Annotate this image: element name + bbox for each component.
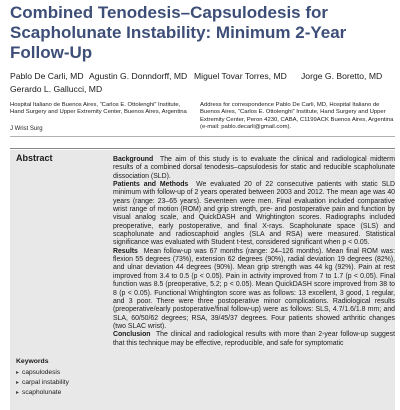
keywords-heading: Keywords xyxy=(16,358,49,365)
correspondence-address: Address for correspondence Pablo De Carli, MD, Hospital Italiano de Buenos Aires, “Carlos E. Ottolenghi” Institute, Hand Surgery and Upper Extremity Center, Peron 4230, CABA, C1199ACK Buenos Aires, Argentina (e-mail: pablo.decarli@gmail.com). xyxy=(200,102,394,131)
author-name: Miguel Tovar Torres, MD xyxy=(194,71,287,81)
author-name: Gerardo L. Gallucci, MD xyxy=(10,84,103,94)
article-title: Combined Tenodesis–Capsulodesis for Scapholunate Instability: Minimum 2-Year Follow-Up xyxy=(10,3,347,62)
results-text: Mean follow-up was 67 months (range: 24–126 months). Mean final ROM was: flexion 55 degrees (73%), extension 62 degrees (90%), radial deviation 19 degrees (82%), and ulnar deviation 44 degrees (90%). Mean grip strength was 44 kg (92%). Pain at rest improved from 3.4 to 0.5 (p < 0.05). Pain in activity improved from 7 to 1.7 (p < 0.05). Final function was 8.5 (preoperative, 5.2; p < 0.05). Mean QuickDASH score improved from 38 to 8 (p < 0.05). Functional Wrightington score was as follows: 13 excellent, 3 good, 1 regular, and 3 poor. There were three postoperative minor complications. Radiological results (preoperative/early postoperative/final follow-up) were as follows: SLS, 4.7/1.6/1.8 mm; and SLA, 60/50/62 degrees; RSA, 39/45/37 degrees. Four patients showed arthritic changes (two SLAC wrist). xyxy=(113,247,395,330)
affiliation: Hospital Italiano de Buenos Aires, “Carlos E. Ottolenghi” Institute, Hand Surgery and Upper Extremity Center, Buenos Aires, Argentina xyxy=(10,102,187,116)
journal-name: J Wrist Surg xyxy=(10,126,43,132)
divider xyxy=(10,136,395,137)
divider xyxy=(10,148,395,149)
keywords-list xyxy=(16,368,69,399)
conclusion-text: The clinical and radiological results with more than 2-year follow-up suggest that this technique may be effective, reproducible, and safe for symptomatic xyxy=(113,331,395,347)
results-heading: Results xyxy=(113,247,138,255)
author-name: Pablo De Carli, MD xyxy=(10,71,84,81)
abstract-panel xyxy=(10,150,395,410)
methods-text: We evaluated 20 of 22 consecutive patients with static SLD minimum with follow-up of 2 years operated between 2003 and 2012. The mean age was 40 years (range: 23–65 years). Seventeen were men. Final evaluation included comparative wrist range of motion (ROM) and grip strength, pre- and postoperative pain and function by visual analog scale, and QuickDASH and Wrightington scores. Radiographs included preoperative, early postoperative, and final X-rays. Scapholunate space (SLS) and scapholunate and radioscaphoid angles (SLA and RSA) were measured. Statistical significance was evaluated with Student t-test, considered significant when p < 0.05. xyxy=(113,181,395,247)
abstract-heading: Abstract xyxy=(16,153,53,163)
methods-heading: Patients and Methods xyxy=(113,181,189,189)
background-heading: Background xyxy=(113,156,154,163)
keyword-item: ▸ scapholunate xyxy=(16,388,69,398)
background-text: The aim of this study is to evaluate the clinical and radiological midterm results of a combined dorsal tenodesis–capsulodesis for static and reducible scapholunate dissociation (SLD). xyxy=(113,156,395,180)
keyword-item: ▸ carpal instability xyxy=(16,378,69,388)
author-name: Agustin G. Donndorff, MD xyxy=(89,71,188,81)
conclusion-heading: Conclusion xyxy=(113,331,151,339)
abstract-body xyxy=(113,156,395,348)
keyword-item: ▸ capsulodesis xyxy=(16,368,69,378)
author-name: Jorge G. Boretto, MD xyxy=(301,71,383,81)
